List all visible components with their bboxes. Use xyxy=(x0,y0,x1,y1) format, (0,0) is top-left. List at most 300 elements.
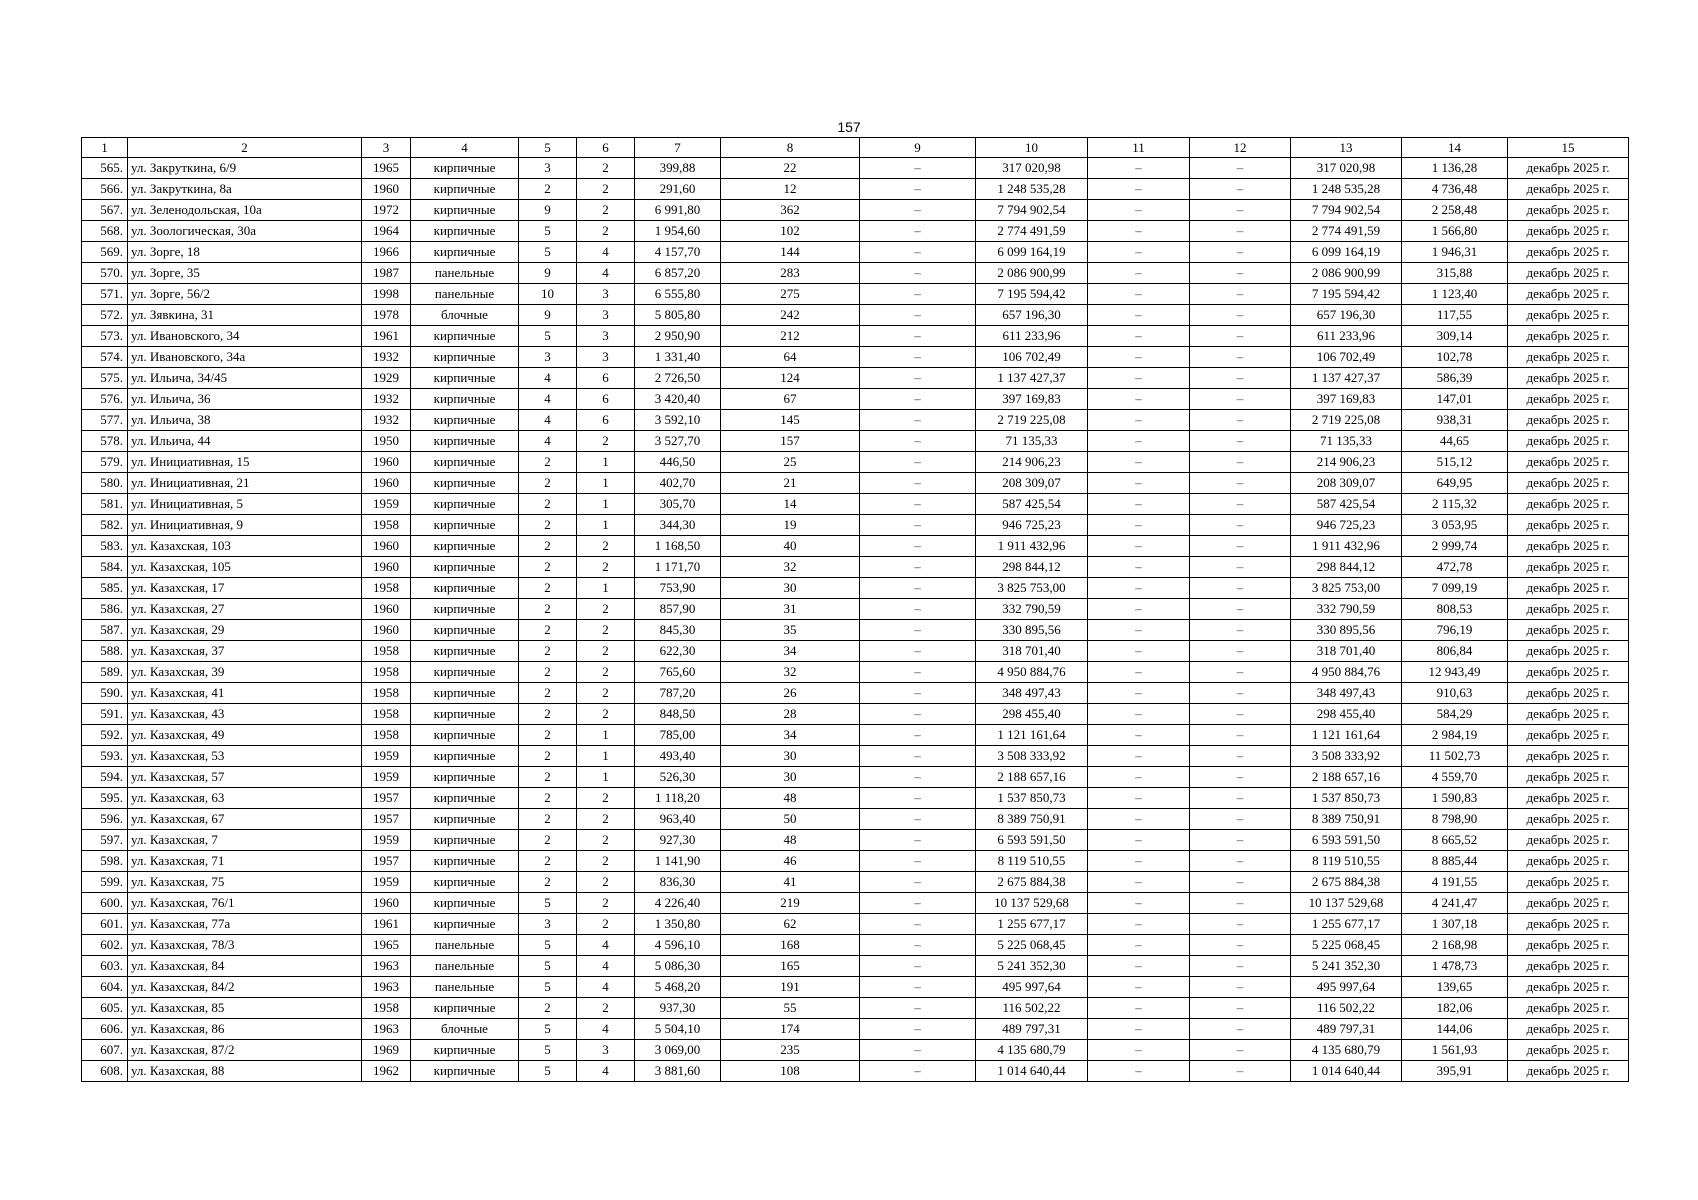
cell-value-11: – xyxy=(1088,368,1190,389)
cell-value-12: – xyxy=(1190,536,1291,557)
cell-value-13: 2 719 225,08 xyxy=(1291,410,1402,431)
cell-address: ул. Казахская, 88 xyxy=(128,1061,362,1082)
cell-value-14: 1 307,18 xyxy=(1402,914,1508,935)
cell-address: ул. Зорге, 18 xyxy=(128,242,362,263)
cell-value-9: – xyxy=(860,914,976,935)
column-header-1: 1 xyxy=(82,138,128,158)
cell-value-9: – xyxy=(860,494,976,515)
cell-value-10: 330 895,56 xyxy=(976,620,1088,641)
cell-value-14: 117,55 xyxy=(1402,305,1508,326)
cell-value-10: 8 389 750,91 xyxy=(976,809,1088,830)
cell-entrances: 2 xyxy=(577,536,635,557)
cell-entrances: 1 xyxy=(577,494,635,515)
cell-value-13: 8 389 750,91 xyxy=(1291,809,1402,830)
cell-deadline: декабрь 2025 г. xyxy=(1508,956,1629,977)
cell-value-13: 3 508 333,92 xyxy=(1291,746,1402,767)
cell-value-10: 1 537 850,73 xyxy=(976,788,1088,809)
cell-build-year: 1959 xyxy=(362,830,411,851)
cell-value-10: 946 725,23 xyxy=(976,515,1088,536)
cell-value-10: 5 225 068,45 xyxy=(976,935,1088,956)
cell-wall-material: кирпичные xyxy=(411,536,519,557)
cell-row-number: 588. xyxy=(82,641,128,662)
cell-build-year: 1960 xyxy=(362,473,411,494)
cell-wall-material: кирпичные xyxy=(411,998,519,1019)
cell-entrances: 2 xyxy=(577,914,635,935)
cell-wall-material: кирпичные xyxy=(411,830,519,851)
cell-wall-material: кирпичные xyxy=(411,767,519,788)
cell-value-10: 397 169,83 xyxy=(976,389,1088,410)
cell-value-9: – xyxy=(860,326,976,347)
cell-value-13: 657 196,30 xyxy=(1291,305,1402,326)
cell-value-13: 6 593 591,50 xyxy=(1291,830,1402,851)
cell-row-number: 577. xyxy=(82,410,128,431)
cell-total-area: 344,30 xyxy=(635,515,721,536)
table-row xyxy=(82,830,1629,851)
table-row xyxy=(82,494,1629,515)
cell-residents: 157 xyxy=(721,431,860,452)
cell-floors: 4 xyxy=(519,389,577,410)
cell-deadline: декабрь 2025 г. xyxy=(1508,326,1629,347)
cell-value-13: 489 797,31 xyxy=(1291,1019,1402,1040)
cell-address: ул. Казахская, 86 xyxy=(128,1019,362,1040)
cell-deadline: декабрь 2025 г. xyxy=(1508,725,1629,746)
cell-value-11: – xyxy=(1088,746,1190,767)
cell-floors: 5 xyxy=(519,221,577,242)
cell-address: ул. Казахская, 53 xyxy=(128,746,362,767)
cell-residents: 19 xyxy=(721,515,860,536)
cell-residents: 62 xyxy=(721,914,860,935)
cell-value-11: – xyxy=(1088,452,1190,473)
table-row xyxy=(82,935,1629,956)
cell-wall-material: кирпичные xyxy=(411,557,519,578)
cell-value-14: 11 502,73 xyxy=(1402,746,1508,767)
table-body xyxy=(82,158,1629,1082)
cell-entrances: 2 xyxy=(577,704,635,725)
cell-value-10: 1 255 677,17 xyxy=(976,914,1088,935)
cell-value-13: 1 255 677,17 xyxy=(1291,914,1402,935)
cell-build-year: 1960 xyxy=(362,557,411,578)
cell-wall-material: кирпичные xyxy=(411,221,519,242)
cell-build-year: 1962 xyxy=(362,1061,411,1082)
cell-wall-material: кирпичные xyxy=(411,599,519,620)
cell-value-13: 10 137 529,68 xyxy=(1291,893,1402,914)
cell-value-13: 2 086 900,99 xyxy=(1291,263,1402,284)
column-header-12: 12 xyxy=(1190,138,1291,158)
cell-floors: 5 xyxy=(519,242,577,263)
cell-deadline: декабрь 2025 г. xyxy=(1508,410,1629,431)
cell-value-10: 1 137 427,37 xyxy=(976,368,1088,389)
cell-build-year: 1932 xyxy=(362,389,411,410)
table-row xyxy=(82,683,1629,704)
cell-deadline: декабрь 2025 г. xyxy=(1508,1019,1629,1040)
cell-entrances: 4 xyxy=(577,1019,635,1040)
cell-value-12: – xyxy=(1190,599,1291,620)
cell-deadline: декабрь 2025 г. xyxy=(1508,599,1629,620)
cell-value-14: 4 241,47 xyxy=(1402,893,1508,914)
cell-value-12: – xyxy=(1190,305,1291,326)
cell-value-10: 587 425,54 xyxy=(976,494,1088,515)
table-row xyxy=(82,389,1629,410)
cell-address: ул. Казахская, 39 xyxy=(128,662,362,683)
cell-value-13: 298 455,40 xyxy=(1291,704,1402,725)
cell-wall-material: кирпичные xyxy=(411,851,519,872)
cell-total-area: 787,20 xyxy=(635,683,721,704)
cell-value-12: – xyxy=(1190,977,1291,998)
cell-value-9: – xyxy=(860,263,976,284)
cell-value-13: 1 537 850,73 xyxy=(1291,788,1402,809)
cell-entrances: 2 xyxy=(577,872,635,893)
cell-value-10: 6 593 591,50 xyxy=(976,830,1088,851)
cell-entrances: 2 xyxy=(577,200,635,221)
cell-value-14: 910,63 xyxy=(1402,683,1508,704)
column-header-11: 11 xyxy=(1088,138,1190,158)
table-row xyxy=(82,179,1629,200)
cell-value-11: – xyxy=(1088,599,1190,620)
cell-entrances: 1 xyxy=(577,767,635,788)
cell-wall-material: кирпичные xyxy=(411,389,519,410)
cell-value-12: – xyxy=(1190,284,1291,305)
cell-wall-material: кирпичные xyxy=(411,620,519,641)
cell-floors: 3 xyxy=(519,914,577,935)
cell-deadline: декабрь 2025 г. xyxy=(1508,284,1629,305)
cell-wall-material: кирпичные xyxy=(411,1040,519,1061)
cell-entrances: 3 xyxy=(577,1040,635,1061)
cell-value-11: – xyxy=(1088,221,1190,242)
cell-value-13: 1 137 427,37 xyxy=(1291,368,1402,389)
cell-value-9: – xyxy=(860,956,976,977)
cell-deadline: декабрь 2025 г. xyxy=(1508,431,1629,452)
cell-entrances: 3 xyxy=(577,326,635,347)
cell-row-number: 594. xyxy=(82,767,128,788)
cell-entrances: 2 xyxy=(577,809,635,830)
column-header-8: 8 xyxy=(721,138,860,158)
cell-deadline: декабрь 2025 г. xyxy=(1508,830,1629,851)
cell-value-11: – xyxy=(1088,725,1190,746)
cell-value-11: – xyxy=(1088,935,1190,956)
cell-row-number: 603. xyxy=(82,956,128,977)
cell-value-10: 348 497,43 xyxy=(976,683,1088,704)
table-row xyxy=(82,305,1629,326)
cell-value-11: – xyxy=(1088,830,1190,851)
cell-value-9: – xyxy=(860,452,976,473)
cell-build-year: 1958 xyxy=(362,998,411,1019)
cell-residents: 30 xyxy=(721,746,860,767)
table-row xyxy=(82,956,1629,977)
page-number: 157 xyxy=(837,119,861,135)
cell-row-number: 575. xyxy=(82,368,128,389)
cell-value-11: – xyxy=(1088,410,1190,431)
cell-address: ул. Казахская, 67 xyxy=(128,809,362,830)
cell-floors: 4 xyxy=(519,368,577,389)
cell-entrances: 4 xyxy=(577,956,635,977)
cell-total-area: 1 168,50 xyxy=(635,536,721,557)
cell-value-12: – xyxy=(1190,725,1291,746)
cell-total-area: 785,00 xyxy=(635,725,721,746)
cell-address: ул. Зявкина, 31 xyxy=(128,305,362,326)
table-row xyxy=(82,515,1629,536)
cell-entrances: 1 xyxy=(577,746,635,767)
cell-wall-material: панельные xyxy=(411,935,519,956)
cell-value-14: 147,01 xyxy=(1402,389,1508,410)
cell-total-area: 5 468,20 xyxy=(635,977,721,998)
cell-value-12: – xyxy=(1190,326,1291,347)
cell-value-9: – xyxy=(860,641,976,662)
cell-value-13: 1 014 640,44 xyxy=(1291,1061,1402,1082)
cell-value-13: 330 895,56 xyxy=(1291,620,1402,641)
cell-wall-material: кирпичные xyxy=(411,641,519,662)
cell-floors: 5 xyxy=(519,977,577,998)
cell-value-12: – xyxy=(1190,221,1291,242)
cell-value-9: – xyxy=(860,368,976,389)
cell-address: ул. Закруткина, 6/9 xyxy=(128,158,362,179)
cell-deadline: декабрь 2025 г. xyxy=(1508,977,1629,998)
cell-row-number: 599. xyxy=(82,872,128,893)
cell-value-10: 495 997,64 xyxy=(976,977,1088,998)
cell-wall-material: кирпичные xyxy=(411,1061,519,1082)
cell-value-14: 796,19 xyxy=(1402,620,1508,641)
cell-total-area: 5 504,10 xyxy=(635,1019,721,1040)
cell-wall-material: кирпичные xyxy=(411,704,519,725)
cell-wall-material: кирпичные xyxy=(411,788,519,809)
cell-deadline: декабрь 2025 г. xyxy=(1508,179,1629,200)
cell-wall-material: кирпичные xyxy=(411,515,519,536)
cell-floors: 2 xyxy=(519,578,577,599)
table-row xyxy=(82,1019,1629,1040)
cell-value-10: 657 196,30 xyxy=(976,305,1088,326)
cell-value-11: – xyxy=(1088,242,1190,263)
table-row xyxy=(82,431,1629,452)
cell-address: ул. Ивановского, 34а xyxy=(128,347,362,368)
cell-value-13: 1 248 535,28 xyxy=(1291,179,1402,200)
cell-deadline: декабрь 2025 г. xyxy=(1508,158,1629,179)
cell-entrances: 4 xyxy=(577,242,635,263)
cell-residents: 235 xyxy=(721,1040,860,1061)
cell-deadline: декабрь 2025 г. xyxy=(1508,515,1629,536)
cell-floors: 2 xyxy=(519,851,577,872)
column-header-2: 2 xyxy=(128,138,362,158)
cell-value-11: – xyxy=(1088,620,1190,641)
cell-value-11: – xyxy=(1088,557,1190,578)
cell-row-number: 582. xyxy=(82,515,128,536)
cell-build-year: 1960 xyxy=(362,179,411,200)
cell-build-year: 1958 xyxy=(362,515,411,536)
cell-row-number: 580. xyxy=(82,473,128,494)
table-row xyxy=(82,914,1629,935)
cell-entrances: 6 xyxy=(577,410,635,431)
cell-entrances: 2 xyxy=(577,179,635,200)
cell-entrances: 2 xyxy=(577,431,635,452)
cell-value-14: 315,88 xyxy=(1402,263,1508,284)
cell-value-9: – xyxy=(860,389,976,410)
cell-build-year: 1960 xyxy=(362,536,411,557)
cell-value-14: 808,53 xyxy=(1402,599,1508,620)
cell-address: ул. Казахская, 103 xyxy=(128,536,362,557)
cell-entrances: 2 xyxy=(577,620,635,641)
cell-build-year: 1959 xyxy=(362,494,411,515)
cell-floors: 2 xyxy=(519,704,577,725)
cell-row-number: 565. xyxy=(82,158,128,179)
cell-residents: 64 xyxy=(721,347,860,368)
cell-value-10: 3 825 753,00 xyxy=(976,578,1088,599)
cell-value-11: – xyxy=(1088,1061,1190,1082)
cell-build-year: 1961 xyxy=(362,326,411,347)
cell-address: ул. Казахская, 105 xyxy=(128,557,362,578)
cell-value-10: 7 794 902,54 xyxy=(976,200,1088,221)
cell-entrances: 2 xyxy=(577,662,635,683)
cell-total-area: 836,30 xyxy=(635,872,721,893)
cell-wall-material: панельные xyxy=(411,263,519,284)
cell-residents: 174 xyxy=(721,1019,860,1040)
cell-entrances: 2 xyxy=(577,599,635,620)
cell-entrances: 1 xyxy=(577,452,635,473)
cell-total-area: 493,40 xyxy=(635,746,721,767)
cell-value-12: – xyxy=(1190,956,1291,977)
cell-value-10: 4 135 680,79 xyxy=(976,1040,1088,1061)
cell-total-area: 305,70 xyxy=(635,494,721,515)
cell-value-9: – xyxy=(860,200,976,221)
cell-entrances: 1 xyxy=(577,578,635,599)
cell-residents: 219 xyxy=(721,893,860,914)
cell-residents: 191 xyxy=(721,977,860,998)
cell-deadline: декабрь 2025 г. xyxy=(1508,1061,1629,1082)
cell-residents: 34 xyxy=(721,725,860,746)
cell-value-11: – xyxy=(1088,515,1190,536)
cell-address: ул. Зорге, 35 xyxy=(128,263,362,284)
cell-deadline: декабрь 2025 г. xyxy=(1508,1040,1629,1061)
cell-entrances: 1 xyxy=(577,473,635,494)
table-row xyxy=(82,200,1629,221)
cell-address: ул. Ильича, 34/45 xyxy=(128,368,362,389)
cell-floors: 4 xyxy=(519,431,577,452)
cell-floors: 9 xyxy=(519,263,577,284)
cell-wall-material: кирпичные xyxy=(411,872,519,893)
cell-build-year: 1958 xyxy=(362,704,411,725)
cell-address: ул. Казахская, 75 xyxy=(128,872,362,893)
cell-value-13: 1 911 432,96 xyxy=(1291,536,1402,557)
cell-floors: 2 xyxy=(519,746,577,767)
cell-floors: 2 xyxy=(519,599,577,620)
cell-build-year: 1998 xyxy=(362,284,411,305)
cell-value-13: 495 997,64 xyxy=(1291,977,1402,998)
cell-residents: 34 xyxy=(721,641,860,662)
table-row xyxy=(82,326,1629,347)
cell-residents: 108 xyxy=(721,1061,860,1082)
cell-deadline: декабрь 2025 г. xyxy=(1508,683,1629,704)
cell-value-10: 106 702,49 xyxy=(976,347,1088,368)
cell-value-11: – xyxy=(1088,536,1190,557)
cell-value-11: – xyxy=(1088,809,1190,830)
cell-build-year: 1958 xyxy=(362,683,411,704)
cell-address: ул. Зеленодольская, 10а xyxy=(128,200,362,221)
cell-total-area: 5 086,30 xyxy=(635,956,721,977)
cell-total-area: 1 954,60 xyxy=(635,221,721,242)
cell-value-12: – xyxy=(1190,620,1291,641)
cell-value-13: 5 225 068,45 xyxy=(1291,935,1402,956)
cell-value-12: – xyxy=(1190,431,1291,452)
table-row xyxy=(82,851,1629,872)
cell-total-area: 622,30 xyxy=(635,641,721,662)
cell-residents: 362 xyxy=(721,200,860,221)
cell-value-14: 4 736,48 xyxy=(1402,179,1508,200)
cell-value-13: 318 701,40 xyxy=(1291,641,1402,662)
cell-value-10: 116 502,22 xyxy=(976,998,1088,1019)
cell-build-year: 1978 xyxy=(362,305,411,326)
column-header-6: 6 xyxy=(577,138,635,158)
cell-value-10: 214 906,23 xyxy=(976,452,1088,473)
cell-row-number: 600. xyxy=(82,893,128,914)
cell-wall-material: кирпичные xyxy=(411,347,519,368)
cell-value-11: – xyxy=(1088,305,1190,326)
cell-address: ул. Казахская, 41 xyxy=(128,683,362,704)
cell-value-11: – xyxy=(1088,158,1190,179)
cell-entrances: 3 xyxy=(577,347,635,368)
cell-build-year: 1960 xyxy=(362,599,411,620)
cell-floors: 5 xyxy=(519,1019,577,1040)
cell-value-14: 472,78 xyxy=(1402,557,1508,578)
cell-value-9: – xyxy=(860,473,976,494)
cell-entrances: 3 xyxy=(577,284,635,305)
cell-value-13: 6 099 164,19 xyxy=(1291,242,1402,263)
cell-value-12: – xyxy=(1190,683,1291,704)
cell-build-year: 1965 xyxy=(362,935,411,956)
cell-value-9: – xyxy=(860,578,976,599)
cell-build-year: 1932 xyxy=(362,347,411,368)
cell-value-13: 4 950 884,76 xyxy=(1291,662,1402,683)
cell-value-14: 8 885,44 xyxy=(1402,851,1508,872)
cell-row-number: 581. xyxy=(82,494,128,515)
cell-total-area: 857,90 xyxy=(635,599,721,620)
cell-entrances: 2 xyxy=(577,830,635,851)
cell-total-area: 6 555,80 xyxy=(635,284,721,305)
cell-floors: 3 xyxy=(519,347,577,368)
cell-value-13: 2 188 657,16 xyxy=(1291,767,1402,788)
table-row xyxy=(82,788,1629,809)
cell-build-year: 1960 xyxy=(362,893,411,914)
cell-row-number: 586. xyxy=(82,599,128,620)
cell-address: ул. Казахская, 57 xyxy=(128,767,362,788)
cell-value-13: 946 725,23 xyxy=(1291,515,1402,536)
cell-total-area: 1 171,70 xyxy=(635,557,721,578)
cell-floors: 2 xyxy=(519,473,577,494)
cell-value-12: – xyxy=(1190,347,1291,368)
cell-deadline: декабрь 2025 г. xyxy=(1508,221,1629,242)
cell-floors: 2 xyxy=(519,998,577,1019)
cell-row-number: 597. xyxy=(82,830,128,851)
cell-row-number: 595. xyxy=(82,788,128,809)
cell-value-14: 515,12 xyxy=(1402,452,1508,473)
column-header-13: 13 xyxy=(1291,138,1402,158)
cell-value-13: 5 241 352,30 xyxy=(1291,956,1402,977)
cell-total-area: 526,30 xyxy=(635,767,721,788)
cell-total-area: 2 726,50 xyxy=(635,368,721,389)
cell-value-10: 8 119 510,55 xyxy=(976,851,1088,872)
cell-deadline: декабрь 2025 г. xyxy=(1508,788,1629,809)
cell-wall-material: кирпичные xyxy=(411,431,519,452)
cell-value-12: – xyxy=(1190,1061,1291,1082)
cell-row-number: 593. xyxy=(82,746,128,767)
cell-wall-material: кирпичные xyxy=(411,662,519,683)
cell-deadline: декабрь 2025 г. xyxy=(1508,620,1629,641)
cell-floors: 2 xyxy=(519,536,577,557)
cell-deadline: декабрь 2025 г. xyxy=(1508,851,1629,872)
cell-value-14: 12 943,49 xyxy=(1402,662,1508,683)
cell-residents: 242 xyxy=(721,305,860,326)
cell-row-number: 587. xyxy=(82,620,128,641)
cell-value-13: 3 825 753,00 xyxy=(1291,578,1402,599)
cell-deadline: декабрь 2025 г. xyxy=(1508,389,1629,410)
cell-value-12: – xyxy=(1190,410,1291,431)
cell-row-number: 590. xyxy=(82,683,128,704)
